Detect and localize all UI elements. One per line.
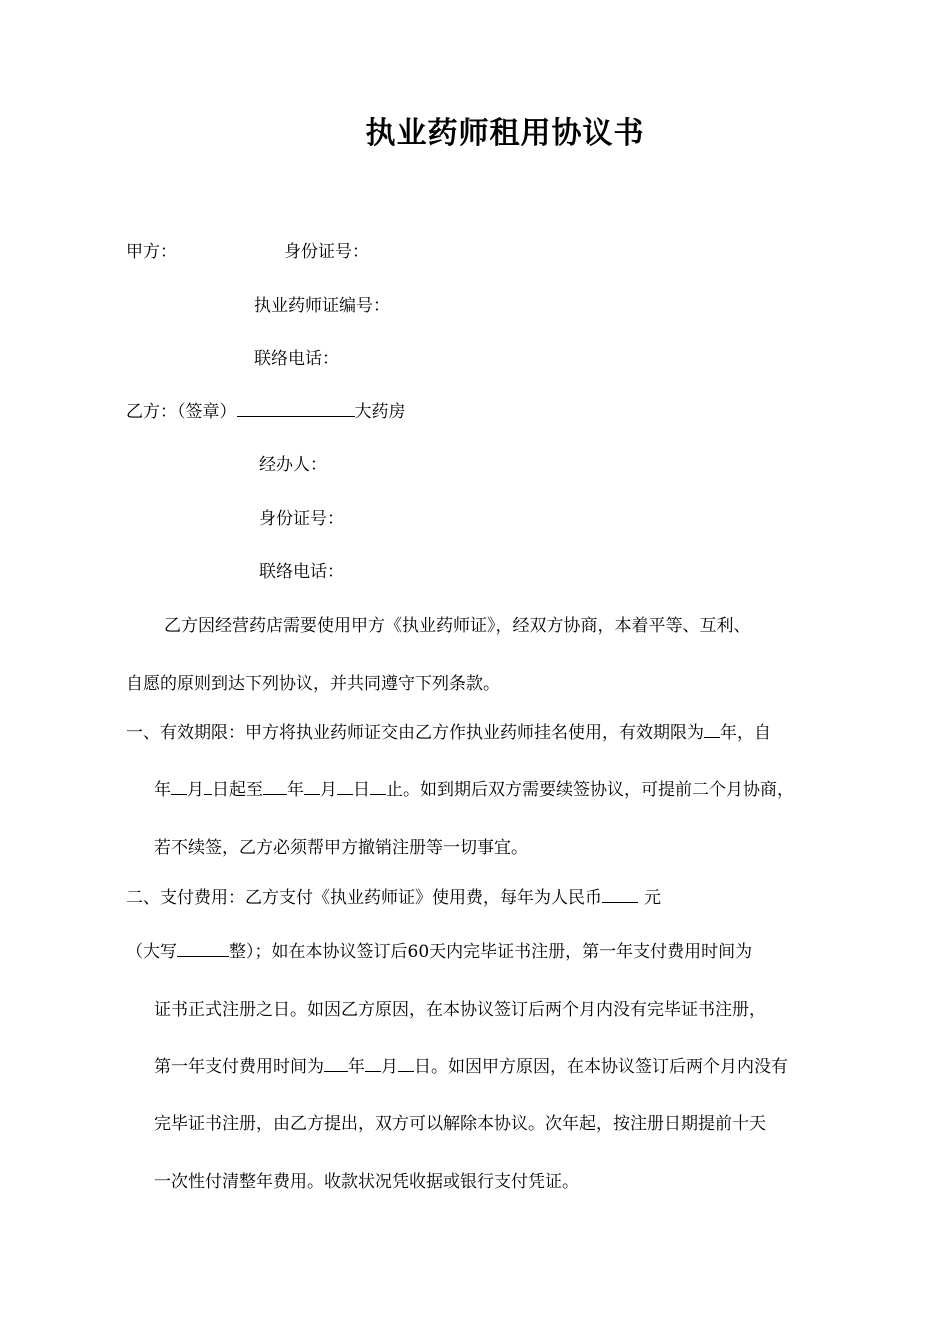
clause-1-text: 日	[353, 780, 370, 800]
party-a-id-label: 身份证号：	[284, 242, 369, 262]
clause-1-line-2	[154, 778, 794, 802]
term-years-blank[interactable]	[704, 721, 720, 738]
clause-2-text: 整）；如在本协议签订后60天内完毕证书注册，第一年支付费用时间为	[229, 942, 753, 962]
intro-line-2: 自愿的原则到达下列协议，并共同遵守下列条款。	[126, 674, 500, 694]
start-day-blank[interactable]	[204, 778, 212, 795]
clause-2-text: 月	[381, 1057, 398, 1077]
party-b-agent-label: 经办人：	[259, 455, 327, 475]
end-extra-blank[interactable]	[370, 778, 386, 795]
clause-2-text: 年	[348, 1057, 365, 1077]
party-b-id-label: 身份证号：	[259, 509, 344, 529]
clause-2-line-6: 一次性付清整年费用。收款状况凭收据或银行支付凭证。	[154, 1172, 579, 1192]
party-b-label: 乙方：（签章）	[126, 402, 237, 422]
clause-1-text: 月	[320, 780, 337, 800]
clause-2-text: 二、支付费用：乙方支付《执业药师证》使用费，每年为人民币	[126, 888, 602, 908]
clause-2-text: 元	[644, 888, 661, 908]
party-a-label: 甲方：	[126, 242, 177, 262]
document-title: 执业药师租用协议书	[365, 116, 645, 151]
clause-1-text: 年，自	[720, 723, 771, 743]
clause-1-text: 月	[187, 780, 204, 800]
party-b-line	[126, 400, 406, 424]
clause-2-line-1	[126, 886, 661, 910]
clause-1-line-3: 若不续签，乙方必须帮甲方撤销注册等一切事宜。	[154, 838, 528, 858]
party-a-phone-label: 联络电话：	[254, 349, 339, 369]
clause-1-line-1	[126, 721, 771, 745]
clause-1-text: 年	[287, 780, 304, 800]
clause-2-line-4	[154, 1055, 788, 1079]
clause-2-text: 日。如因甲方原因，在本协议签订后两个月内没有	[414, 1057, 788, 1077]
end-year-blank[interactable]	[263, 778, 287, 795]
clause-1-text: 止。如到期后双方需要续签协议，可提前二个月协商，	[386, 780, 794, 800]
intro-line-1: 乙方因经营药店需要使用甲方《执业药师证》，经双方协商，本着平等、互利、	[164, 616, 751, 636]
pay-day-blank[interactable]	[398, 1055, 414, 1072]
party-b-phone-label: 联络电话：	[259, 562, 344, 582]
clause-2-line-5: 完毕证书注册，由乙方提出，双方可以解除本协议。次年起，按注册日期提前十天	[154, 1114, 766, 1134]
party-a-license-label: 执业药师证编号：	[254, 296, 390, 316]
clause-1-text: 一、有效期限：甲方将执业药师证交由乙方作执业药师挂名使用，有效期限为	[126, 723, 704, 743]
party-b-name-blank[interactable]	[237, 400, 355, 417]
clause-2-line-3: 证书正式注册之日。如因乙方原因，在本协议签订后两个月内没有完毕证书注册，	[154, 1000, 766, 1020]
end-day-blank[interactable]	[337, 778, 353, 795]
fee-amount-blank[interactable]	[602, 886, 638, 903]
clause-2-text: 第一年支付费用时间为	[154, 1057, 324, 1077]
start-month-blank[interactable]	[171, 778, 187, 795]
party-b-suffix: 大药房	[354, 402, 406, 422]
pay-month-blank[interactable]	[365, 1055, 381, 1072]
clause-2-text: （大写	[126, 942, 177, 962]
end-month-blank[interactable]	[304, 778, 320, 795]
clause-1-text: 年	[154, 780, 171, 800]
fee-written-blank[interactable]	[177, 940, 229, 957]
clause-2-line-2	[126, 940, 752, 964]
pay-year-blank[interactable]	[324, 1055, 348, 1072]
clause-1-text: 日起至	[212, 780, 263, 800]
